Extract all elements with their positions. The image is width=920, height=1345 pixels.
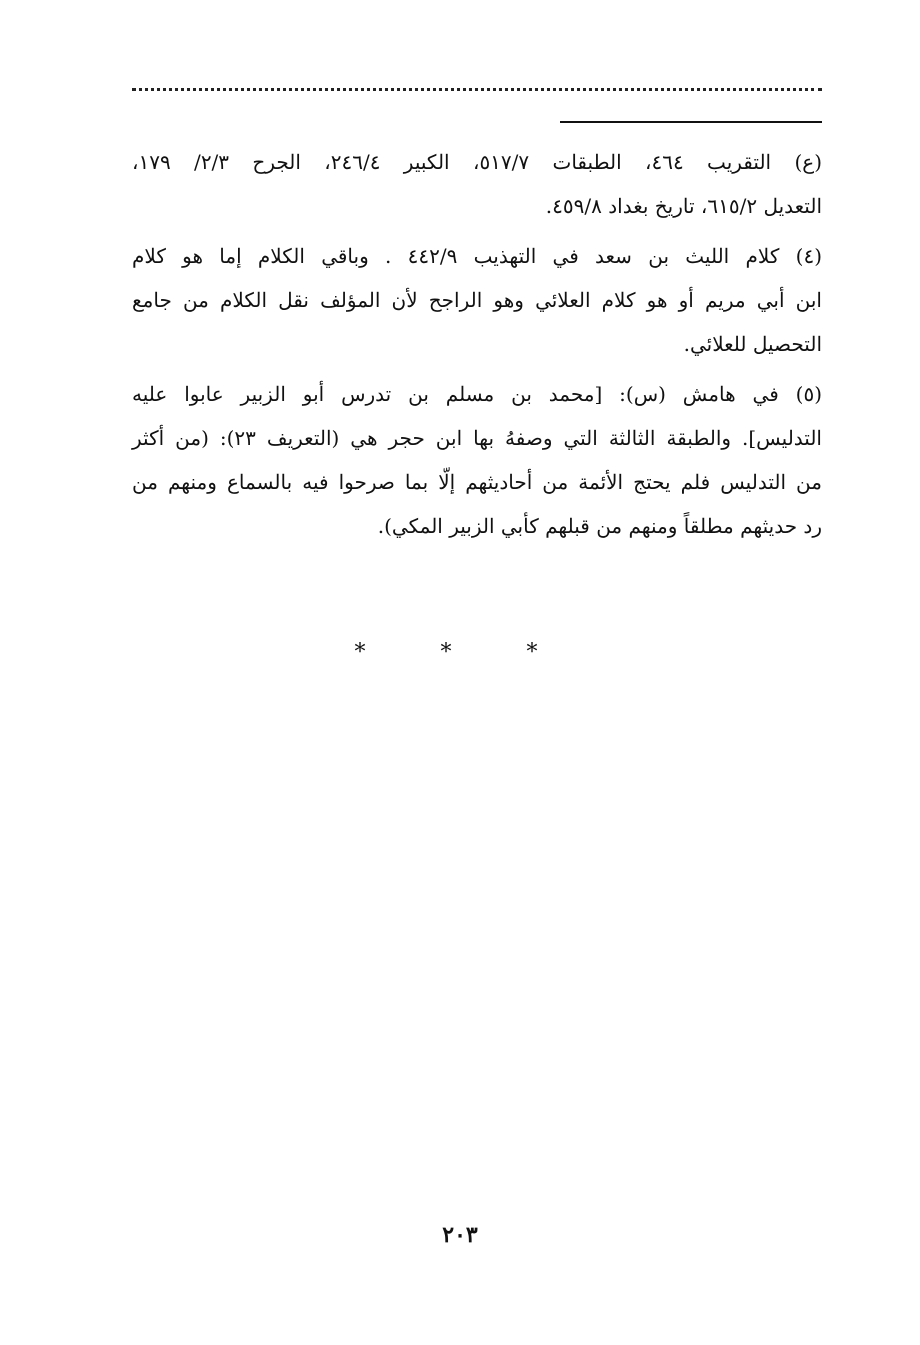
footnote-line: (٤) كلام الليث بن سعد في التهذيب ٤٤٢/٩ . وباقي الكلام إما هو كلام (132, 244, 822, 268)
footnote-line: (٥) في هامش (س): [محمد بن مسلم بن تدرس أبو الزبير عابوا عليه (132, 382, 822, 406)
footnote-ain (132, 140, 822, 228)
footnote-5 (132, 372, 822, 548)
asterisk-ornament: * (526, 640, 566, 665)
asterisk-ornament: * (440, 640, 480, 665)
page-number: ٢٠٣ (442, 1222, 478, 1248)
footnote-line: التحصيل للعلائي. (683, 332, 822, 356)
footnotes-section (132, 140, 822, 554)
footnote-4 (132, 234, 822, 366)
footnote-line: (ع) التقريب ٤٦٤، الطبقات ٥١٧/٧، الكبير ٢٤٦/٤، الجرح ٢/٣/ ١٧٩، (132, 150, 822, 174)
footnote-rule (560, 121, 822, 123)
footnote-line: رد حديثهم مطلقاً ومنهم من قبلهم كأبي الزبير المكي). (377, 514, 822, 538)
footnote-line: التعديل ٦١٥/٢، تاريخ بغداد ٤٥٩/٨. (545, 194, 822, 218)
footnote-line: من التدليس فلم يحتج الأئمة من أحاديثهم إلّا بما صرحوا فيه بالسماع ومنهم من (132, 470, 822, 494)
asterisk-ornament: * (354, 640, 394, 665)
section-separator (0, 640, 920, 665)
dotted-separator-line (132, 88, 822, 91)
footnote-line: ابن أبي مريم أو هو كلام العلائي وهو الراجح لأن المؤلف نقل الكلام من جامع (132, 288, 822, 312)
footnote-line: التدليس]. والطبقة الثالثة التي وصفهُ بها ابن حجر هي (التعريف ٢٣): (من أكثر (132, 426, 822, 450)
